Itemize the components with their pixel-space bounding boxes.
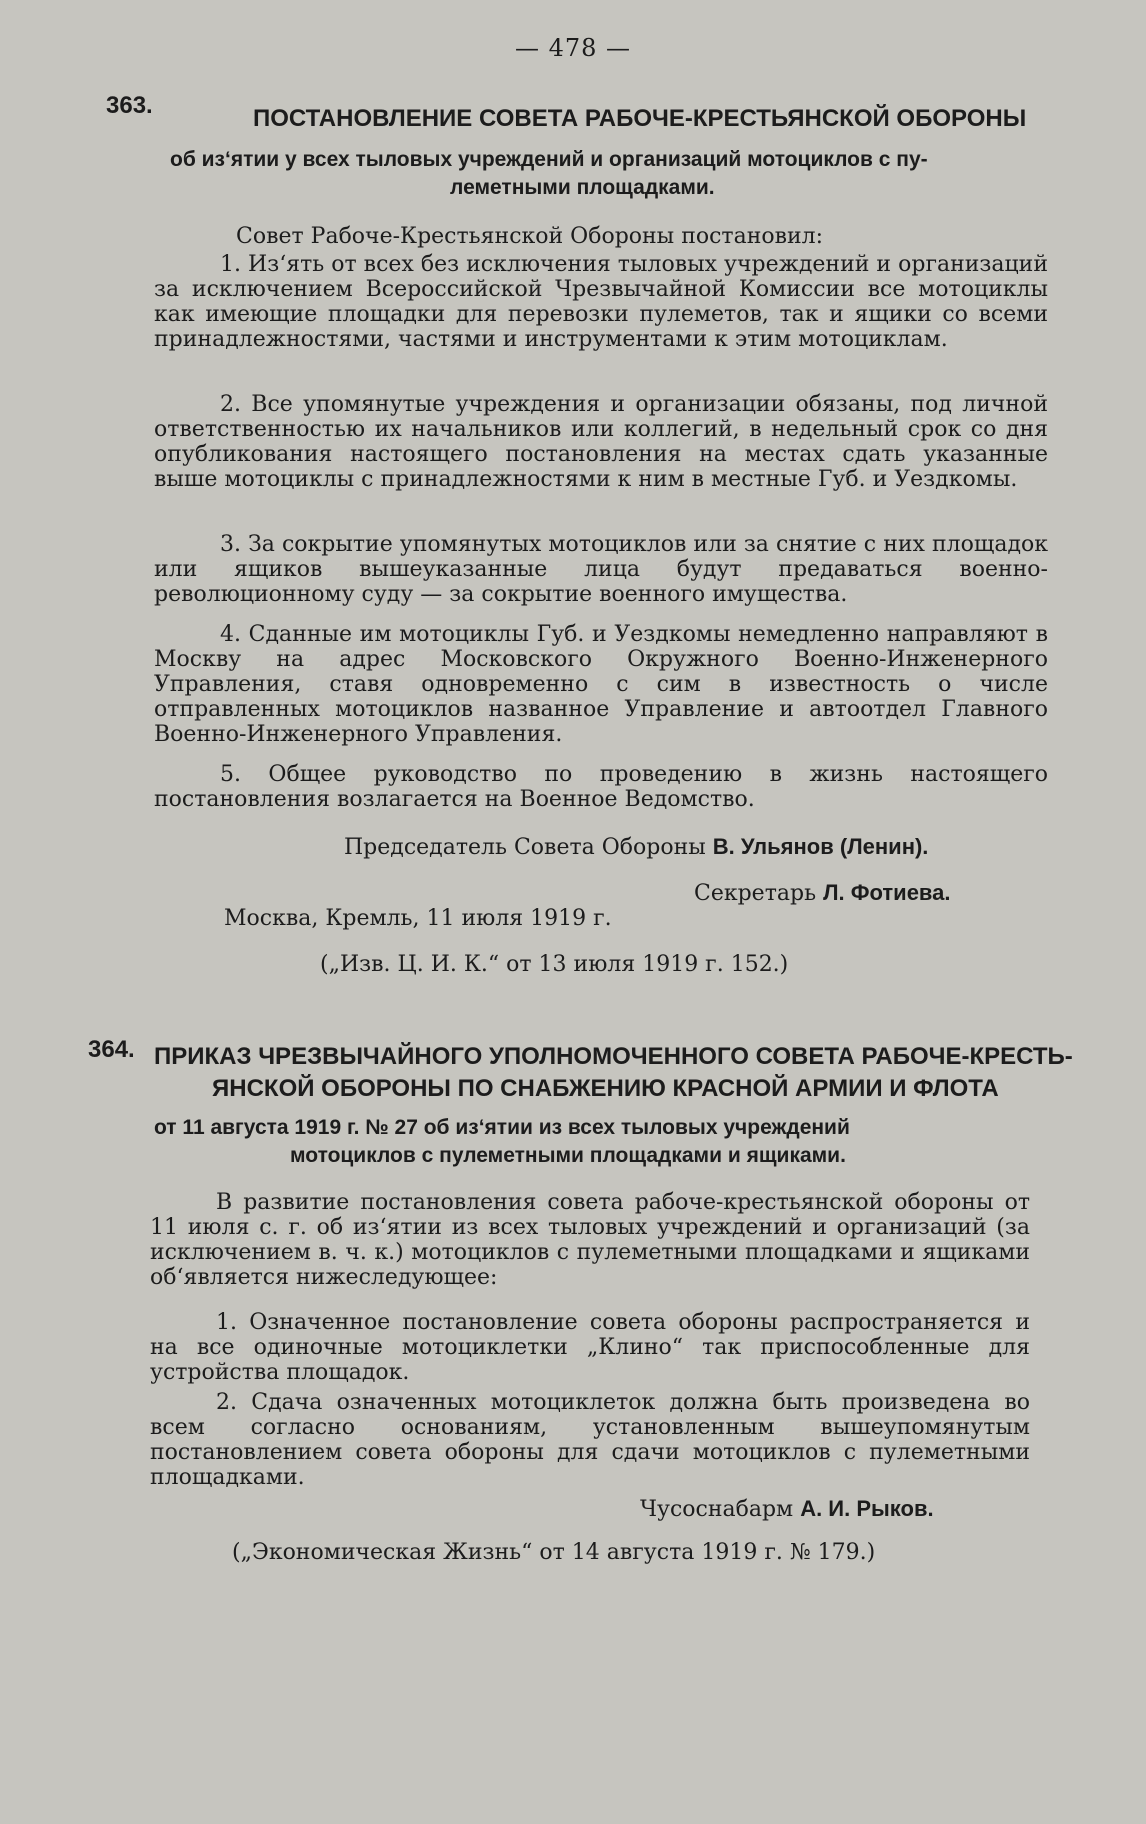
doc363-place-date: Москва, Кремль, 11 июля 1919 г. <box>224 906 612 931</box>
doc364-subtitle-line2: мотоциклов с пулеметными площадками и ящиками. <box>290 1144 846 1167</box>
doc363-item-3: 3. За сокрытие упомянутых мотоциклов или за снятие с них площадок или ящиков вышеуказанные лица будут предаваться военно-революционному суду — за сокрытие военного имущества. <box>154 532 1048 607</box>
doc364-signature <box>640 1496 934 1522</box>
secretary-name: Л. Фотиева. <box>823 880 951 905</box>
doc363-chair-signature <box>344 834 928 860</box>
doc364-number: 364. <box>88 1036 135 1063</box>
doc363-item-4: 4. Сданные им мотоциклы Губ. и Уездкомы немедленно направляют в Москву на адрес Московского Окружного Военно-Инженерного Управления, ставя одновременно с сим в известность о числе отправленных мотоциклов названное Управление и автоотдел Главного Военно-Инженерного Управления. <box>154 622 1048 747</box>
doc363-number: 363. <box>106 92 153 119</box>
doc364-item-1: 1. Означенное постановление совета обороны распространяется и на все одиночные мотоциклетки „Клино“ так приспособленные для устройства площадок. <box>150 1310 1030 1385</box>
doc364-item-2: 2. Сдача означенных мотоциклеток должна быть произведена во всем согласно основаниям, установленным вышеупомянутым постановлением совета обороны для сдачи мотоциклов с пулеметными площадками. <box>150 1390 1030 1490</box>
signer-label: Чусоснабарм <box>640 1497 794 1522</box>
doc363-secretary-signature <box>694 880 951 906</box>
doc364-title-line1: ПРИКАЗ ЧРЕЗВЫЧАЙНОГО УПОЛНОМОЧЕННОГО СОВЕТА РАБОЧЕ-КРЕСТЬ- <box>154 1043 1073 1070</box>
doc364-title-line2: ЯНСКОЙ ОБОРОНЫ ПО СНАБЖЕНИЮ КРАСНОЙ АРМИИ И ФЛОТА <box>212 1075 999 1102</box>
chair-name: В. Ульянов (Ленин). <box>712 834 929 859</box>
doc363-item-5: 5. Общее руководство по проведению в жизнь настоящего постановления возлагается на Военное Ведомство. <box>154 762 1048 812</box>
doc363-subtitle-line1: об из‘ятии у всех тыловых учреждений и организаций мотоциклов с пу- <box>170 148 928 171</box>
doc363-item-1: 1. Из‘ять от всех без исключения тыловых учреждений и организаций за исключением Всероссийской Чрезвычайной Комиссии все мотоциклы как имеющие площадки для перевозки пулеметов, так и ящики со всеми принадлежностями, частями и инструментами к этим мотоциклам. <box>154 252 1048 352</box>
chair-label: Председатель Совета Обороны <box>344 835 706 860</box>
doc363-source: („Изв. Ц. И. К.“ от 13 июля 1919 г. 152.) <box>320 952 789 977</box>
doc364-subtitle-line1: от 11 августа 1919 г. № 27 об из‘ятии из всех тыловых учреждений <box>154 1116 850 1139</box>
doc364-intro: В развитие постановления совета рабоче-крестьянской обороны от 11 июля с. г. об из‘ятии из всех тыловых учреждений и организаций (за исключением в. ч. к.) мотоциклов с пулеметными площадками и ящиками об‘является нижеследующее: <box>150 1190 1030 1290</box>
doc363-title: ПОСТАНОВЛЕНИЕ СОВЕТА РАБОЧЕ-КРЕСТЬЯНСКОЙ ОБОРОНЫ <box>253 105 1027 132</box>
doc364-source: („Экономическая Жизнь“ от 14 августа 1919 г. № 179.) <box>232 1540 876 1565</box>
page-number: — 478 — <box>514 34 632 62</box>
doc363-item-2: 2. Все упомянутые учреждения и организации обязаны, под личной ответственностью их начальников или коллегий, в недельный срок со дня опубликования настоящего постановления на местах сдать указанные выше мотоциклы с принадлежностями к ним в местные Губ. и Уездкомы. <box>154 392 1048 492</box>
doc363-intro: Совет Рабоче-Крестьянской Обороны постановил: <box>236 224 824 249</box>
signer-name: А. И. Рыков. <box>800 1496 934 1521</box>
secretary-label: Секретарь <box>694 881 817 906</box>
doc363-subtitle-line2: леметными площадками. <box>450 176 715 199</box>
